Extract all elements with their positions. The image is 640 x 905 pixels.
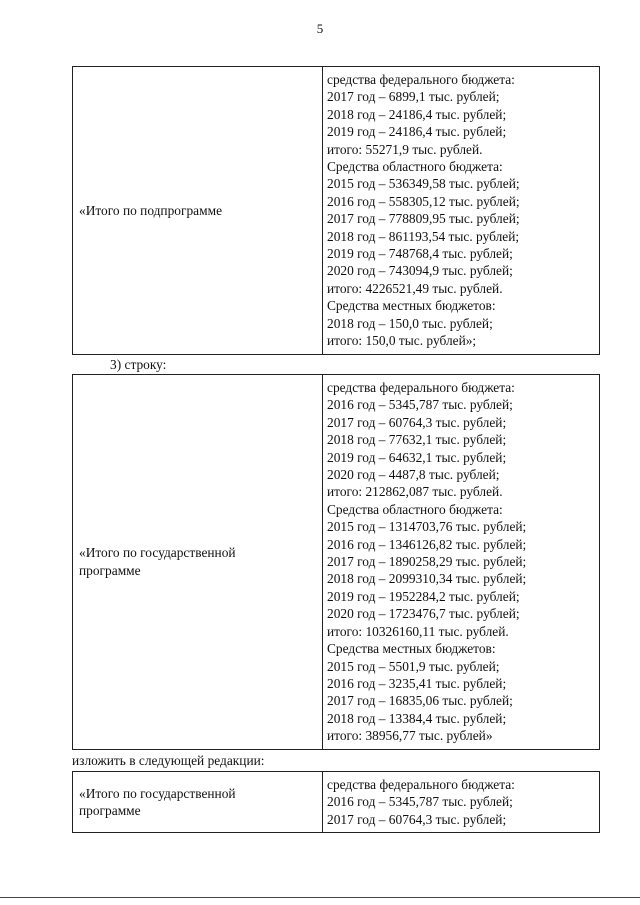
- funding-line: 2018 год – 2099310,34 тыс. рублей;: [327, 571, 527, 587]
- funding-line: 2017 год – 1890258,29 тыс. рублей;: [327, 554, 527, 570]
- funding-line: 2017 год – 60764,3 тыс. рублей;: [327, 811, 507, 827]
- funding-line: 2017 год – 6899,1 тыс. рублей;: [327, 89, 500, 105]
- funding-line: 2018 год – 77632,1 тыс. рублей;: [327, 432, 507, 448]
- amendment-intro-line: 3) строку:: [110, 357, 167, 372]
- funding-line: 2018 год – 24186,4 тыс. рублей;: [327, 106, 507, 122]
- funding-line: 2018 год – 150,0 тыс. рублей;: [327, 315, 493, 331]
- row-label: «Итого по государственной: [79, 785, 236, 801]
- funding-line: 2019 год – 64632,1 тыс. рублей;: [327, 449, 507, 465]
- funding-cell: [323, 772, 600, 833]
- funding-line: 2015 год – 5501,9 тыс. рублей;: [327, 658, 500, 674]
- funding-line: 2020 год – 1723476,7 тыс. рублей;: [327, 606, 520, 622]
- funding-line: 2017 год – 60764,3 тыс. рублей;: [327, 414, 507, 430]
- funding-line: итого: 4226521,49 тыс. рублей.: [327, 280, 503, 296]
- funding-line: 2016 год – 5345,787 тыс. рублей;: [327, 794, 513, 810]
- funding-line: 2018 год – 861193,54 тыс. рублей;: [327, 228, 520, 244]
- row-label-cell: [73, 67, 323, 355]
- funding-line: 2020 год – 743094,9 тыс. рублей;: [327, 263, 513, 279]
- funding-line: 2016 год – 3235,41 тыс. рублей;: [327, 675, 507, 691]
- funding-cell: [323, 67, 600, 355]
- funding-line: 2020 год – 4487,8 тыс. рублей;: [327, 467, 500, 483]
- funding-line: Средства областного бюджета:: [327, 159, 503, 175]
- funding-line: 2019 год – 748768,4 тыс. рублей;: [327, 246, 513, 262]
- row-label: программе: [79, 803, 141, 819]
- table-subprogram-total: [72, 66, 600, 355]
- funding-line: итого: 150,0 тыс. рублей»;: [327, 333, 477, 349]
- funding-line: итого: 38956,77 тыс. рублей»: [327, 728, 493, 744]
- funding-line: 2019 год – 1952284,2 тыс. рублей;: [327, 588, 520, 604]
- row-label: программе: [79, 562, 141, 578]
- page-bottom-edge: [0, 897, 640, 898]
- funding-line: средства федерального бюджета:: [327, 380, 515, 395]
- funding-line: итого: 55271,9 тыс. рублей.: [327, 141, 483, 157]
- row-label-cell: [73, 772, 323, 833]
- funding-line: средства федерального бюджета:: [327, 72, 515, 87]
- funding-line: итого: 212862,087 тыс. рублей.: [327, 484, 503, 500]
- amendment-intro-line: изложить в следующей редакции:: [72, 753, 265, 768]
- table-program-total-old: [72, 374, 600, 750]
- row-label-cell: [73, 375, 323, 750]
- funding-line: 2016 год – 1346126,82 тыс. рублей;: [327, 536, 527, 552]
- funding-line: Средства областного бюджета:: [327, 501, 503, 517]
- page-number: 5: [316, 21, 324, 36]
- funding-line: 2017 год – 778809,95 тыс. рублей;: [327, 211, 520, 227]
- funding-line: 2015 год – 536349,58 тыс. рублей;: [327, 176, 520, 192]
- funding-cell: [323, 375, 600, 750]
- table-program-total-new: [72, 771, 600, 833]
- funding-line: Средства местных бюджетов:: [327, 298, 496, 314]
- funding-line: 2017 год – 16835,06 тыс. рублей;: [327, 693, 513, 709]
- funding-line: 2016 год – 5345,787 тыс. рублей;: [327, 397, 513, 413]
- row-label: «Итого по государственной: [79, 545, 236, 561]
- funding-line: 2015 год – 1314703,76 тыс. рублей;: [327, 519, 527, 535]
- funding-line: Средства местных бюджетов:: [327, 641, 496, 657]
- funding-line: 2016 год – 558305,12 тыс. рублей;: [327, 193, 520, 209]
- funding-line: средства федерального бюджета:: [327, 777, 515, 792]
- funding-line: 2018 год – 13384,4 тыс. рублей;: [327, 710, 507, 726]
- funding-line: 2019 год – 24186,4 тыс. рублей;: [327, 124, 507, 140]
- row-label: «Итого по подпрограмме: [79, 202, 223, 218]
- funding-line: итого: 10326160,11 тыс. рублей.: [327, 623, 509, 639]
